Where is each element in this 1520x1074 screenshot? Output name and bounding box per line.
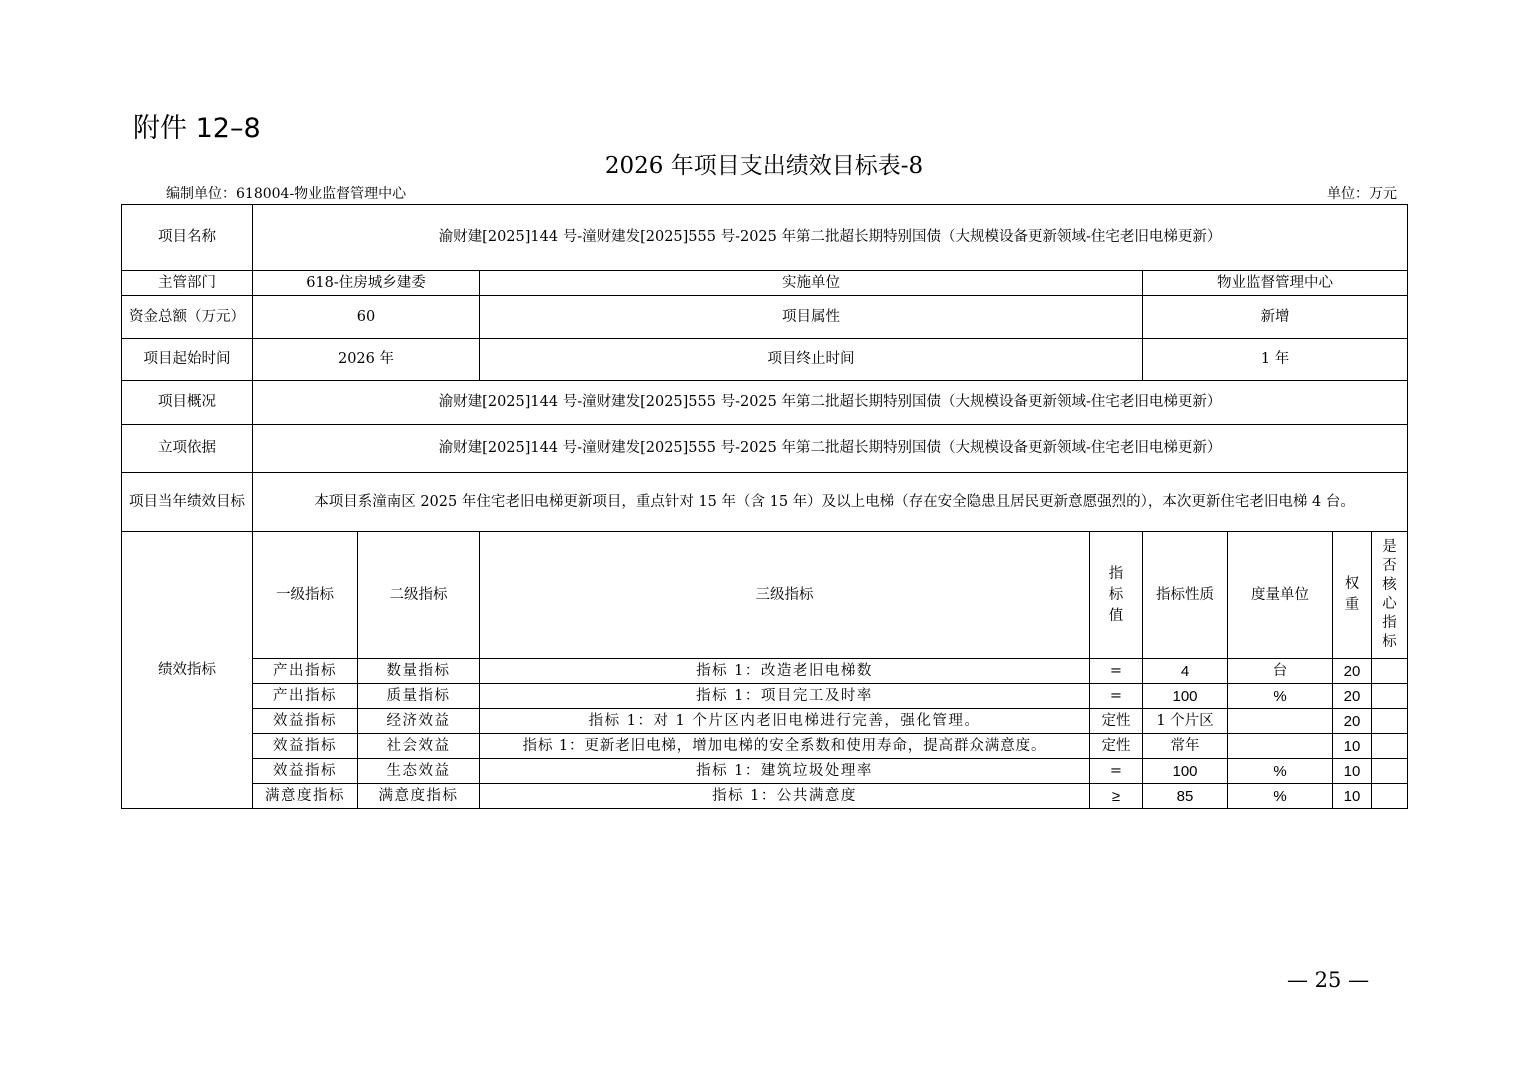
row-value: = (1090, 759, 1143, 784)
page-number: — 25 — (1287, 968, 1370, 992)
row-level1: 效益指标 (253, 759, 358, 784)
row-level2: 数量指标 (358, 659, 480, 684)
basis-value: 渝财建[2025]144 号-潼财建发[2025]555 号-2025 年第二批超长期特别国债（大规模设备更新领域-住宅老旧电梯更新） (253, 425, 1408, 473)
row-weight: 10 (1333, 784, 1372, 809)
header-core: 是否核心指标 (1372, 532, 1408, 659)
fund-label: 资金总额（万元） (122, 296, 253, 339)
row-level3: 指标 1：改造老旧电梯数 (480, 659, 1090, 684)
impl-value: 物业监督管理中心 (1143, 271, 1408, 296)
row-nature: 100 (1143, 684, 1228, 709)
overview-label: 项目概况 (122, 381, 253, 425)
row-fund (122, 296, 1408, 339)
end-label: 项目终止时间 (480, 339, 1143, 381)
row-project-name (122, 205, 1408, 271)
table-row (122, 759, 1408, 784)
table-row (122, 684, 1408, 709)
performance-table (121, 204, 1408, 809)
start-label: 项目起始时间 (122, 339, 253, 381)
row-level1: 效益指标 (253, 709, 358, 734)
impl-label: 实施单位 (480, 271, 1143, 296)
row-level2: 生态效益 (358, 759, 480, 784)
row-measure: 台 (1228, 659, 1333, 684)
row-measure: % (1228, 759, 1333, 784)
row-core (1372, 759, 1408, 784)
row-level3: 指标 1：建筑垃圾处理率 (480, 759, 1090, 784)
row-nature: 1 个片区 (1143, 709, 1228, 734)
start-value: 2026 年 (253, 339, 480, 381)
header-weight: 权重 (1333, 532, 1372, 659)
row-value: = (1090, 684, 1143, 709)
row-level1: 产出指标 (253, 659, 358, 684)
row-dept (122, 271, 1408, 296)
row-measure: % (1228, 784, 1333, 809)
overview-value: 渝财建[2025]144 号-潼财建发[2025]555 号-2025 年第二批超长期特别国债（大规模设备更新领域-住宅老旧电梯更新） (253, 381, 1408, 425)
goal-label: 项目当年绩效目标 (122, 473, 253, 532)
row-level3: 指标 1：对 1 个片区内老旧电梯进行完善，强化管理。 (480, 709, 1090, 734)
table-row (122, 734, 1408, 759)
row-measure: % (1228, 684, 1333, 709)
row-value: 定性 (1090, 709, 1143, 734)
row-core (1372, 734, 1408, 759)
goal-value: 本项目系潼南区 2025 年住宅老旧电梯更新项目，重点针对 15 年（含 15 年）及以上电梯（存在安全隐患且居民更新意愿强烈的），本次更新住宅老旧电梯 4 台。 (253, 473, 1408, 532)
row-weight: 20 (1333, 684, 1372, 709)
row-core (1372, 709, 1408, 734)
row-level1: 满意度指标 (253, 784, 358, 809)
attr-label: 项目属性 (480, 296, 1143, 339)
row-level3: 指标 1：项目完工及时率 (480, 684, 1090, 709)
header-value: 指标值 (1090, 532, 1143, 659)
header-level3: 三级指标 (480, 532, 1090, 659)
row-weight: 20 (1333, 659, 1372, 684)
row-goal (122, 473, 1408, 532)
row-core (1372, 684, 1408, 709)
org-label: 编制单位：618004-物业监督管理中心 (166, 186, 407, 202)
row-level2: 经济效益 (358, 709, 480, 734)
row-measure (1228, 709, 1333, 734)
row-value: 定性 (1090, 734, 1143, 759)
row-nature: 85 (1143, 784, 1228, 809)
row-value: ≥ (1090, 784, 1143, 809)
project-name-value: 渝财建[2025]144 号-潼财建发[2025]555 号-2025 年第二批超长期特别国债（大规模设备更新领域-住宅老旧电梯更新） (253, 205, 1408, 271)
dept-value: 618-住房城乡建委 (253, 271, 480, 296)
row-nature: 常年 (1143, 734, 1228, 759)
header-measure: 度量单位 (1228, 532, 1333, 659)
row-basis (122, 425, 1408, 473)
row-level2: 社会效益 (358, 734, 480, 759)
end-value: 1 年 (1143, 339, 1408, 381)
perf-label: 绩效指标 (122, 532, 253, 809)
row-level1: 效益指标 (253, 734, 358, 759)
attachment-label: 附件 12–8 (133, 113, 261, 144)
dept-label: 主管部门 (122, 271, 253, 296)
row-overview (122, 381, 1408, 425)
unit-label: 单位：万元 (1327, 186, 1397, 202)
row-weight: 20 (1333, 709, 1372, 734)
row-weight: 10 (1333, 759, 1372, 784)
row-value: = (1090, 659, 1143, 684)
row-level3: 指标 1：公共满意度 (480, 784, 1090, 809)
row-core (1372, 784, 1408, 809)
row-time (122, 339, 1408, 381)
row-core (1372, 659, 1408, 684)
attr-value: 新增 (1143, 296, 1408, 339)
table-row (122, 659, 1408, 684)
row-weight: 10 (1333, 734, 1372, 759)
row-nature: 4 (1143, 659, 1228, 684)
perf-header-row (122, 532, 1408, 659)
header-level2: 二级指标 (358, 532, 480, 659)
row-level3: 指标 1：更新老旧电梯，增加电梯的安全系数和使用寿命，提高群众满意度。 (480, 734, 1090, 759)
row-level1: 产出指标 (253, 684, 358, 709)
row-measure (1228, 734, 1333, 759)
row-nature: 100 (1143, 759, 1228, 784)
header-nature: 指标性质 (1143, 532, 1228, 659)
row-level2: 满意度指标 (358, 784, 480, 809)
table-row (122, 709, 1408, 734)
fund-value: 60 (253, 296, 480, 339)
basis-label: 立项依据 (122, 425, 253, 473)
table-row (122, 784, 1408, 809)
row-level2: 质量指标 (358, 684, 480, 709)
page-title: 2026 年项目支出绩效目标表-8 (604, 153, 924, 179)
project-name-label: 项目名称 (122, 205, 253, 271)
header-level1: 一级指标 (253, 532, 358, 659)
